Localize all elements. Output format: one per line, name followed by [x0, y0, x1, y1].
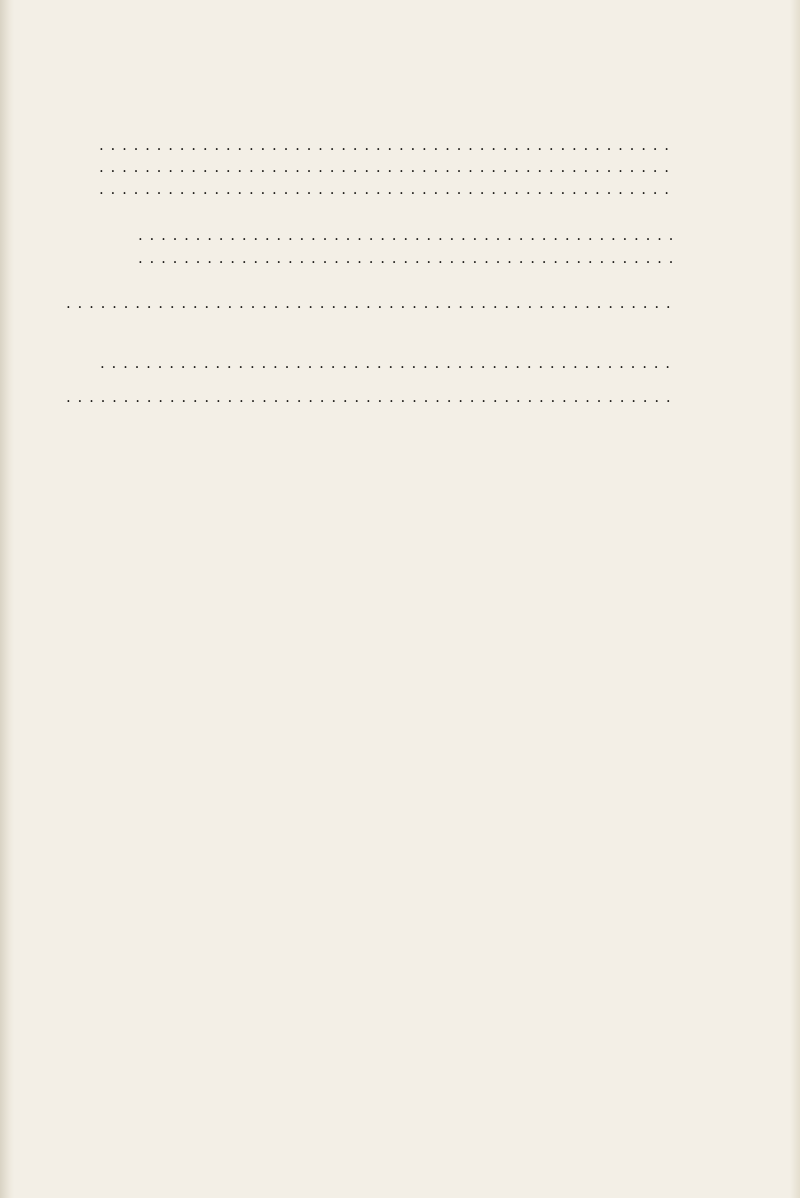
entry-text	[138, 247, 674, 269]
section-heading	[0, 292, 800, 314]
toc-entry	[0, 352, 800, 374]
toc-entry	[0, 247, 800, 269]
toc-entry	[0, 386, 800, 408]
toc-entry	[0, 134, 800, 156]
toc-entry	[0, 330, 800, 352]
entry-text	[138, 224, 674, 246]
entry-text	[99, 178, 674, 200]
entry-text	[66, 386, 674, 408]
page-header	[100, 76, 710, 102]
toc-entry	[0, 156, 800, 178]
toc-entry	[0, 178, 800, 200]
entry-text	[100, 352, 674, 374]
section-title	[66, 292, 674, 314]
toc-entry	[0, 202, 800, 224]
entry-text	[99, 134, 674, 156]
toc-entry	[0, 224, 800, 246]
entry-text	[99, 156, 674, 178]
